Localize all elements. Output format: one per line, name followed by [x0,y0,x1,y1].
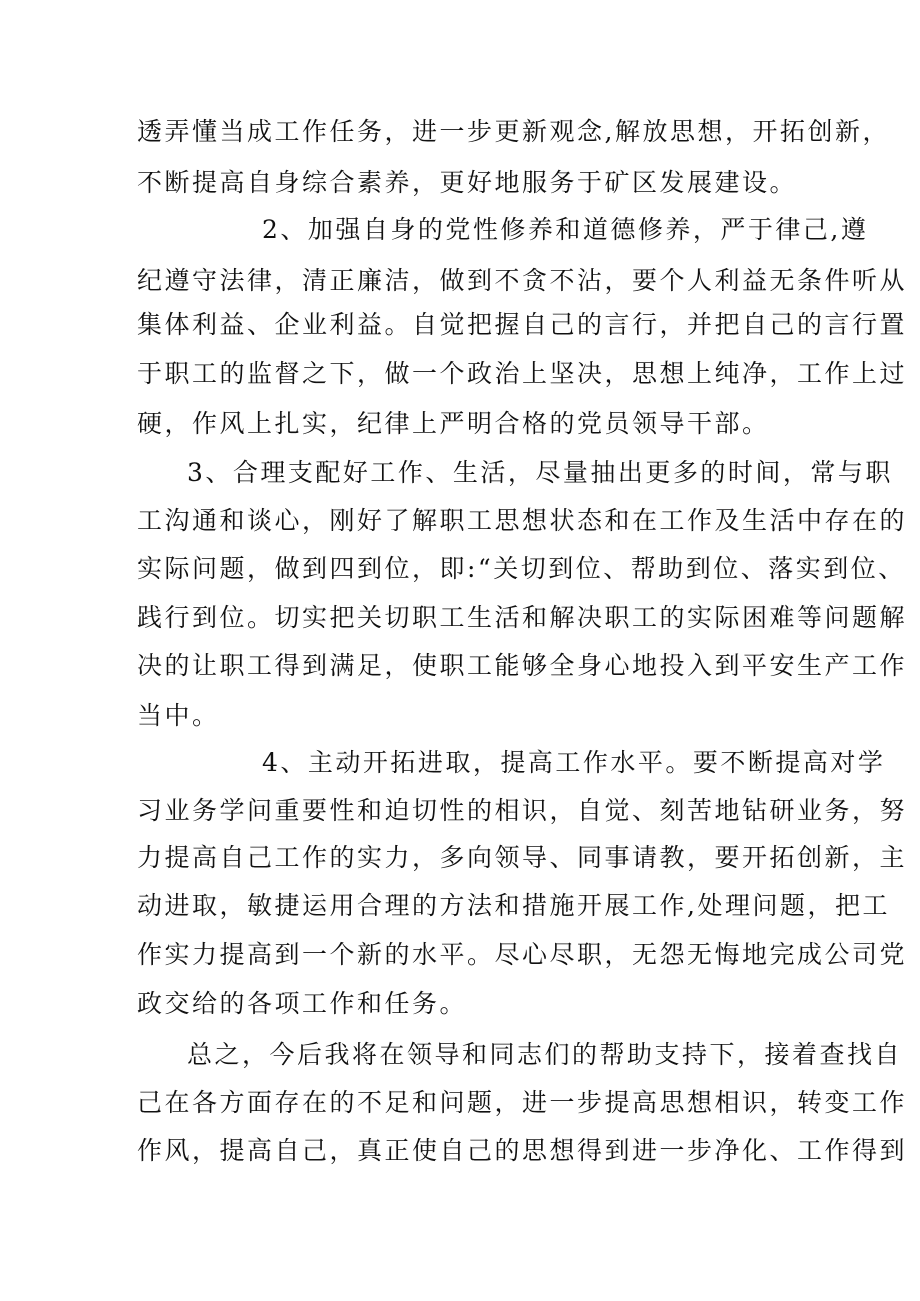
text-line: 当中。 [137,701,220,730]
text-line: 力提高自己工作的实力，多向领导、同事请教，要开拓创新，主 [137,843,908,872]
text-line: 实际问题，做到四到位，即:“关切到位、帮助到位、落实到位、 [137,554,906,583]
text-line: 2、加强自身的党性修养和道德修养，严于律己,遵 [262,215,869,244]
text-line: 硬，作风上扎实，纪律上严明合格的党员领导干部。 [137,409,770,438]
text-line: 习业务学问重要性和迫切性的相识，自觉、刻苦地钻研业务，努 [137,796,908,825]
text-line: 作风，提高自己，真正使自己的思想得到进一步净化、工作得到 [137,1136,908,1165]
text-line: 践行到位。切实把关切职工生活和解决职工的实际困难等问题解 [137,603,908,632]
text-line: 于职工的监督之下，做一个政治上坚决，思想上纯净，工作上过 [137,359,908,388]
text-line: 政交给的各项工作和任务。 [137,989,468,1018]
text-line: 纪遵守法律，清正廉洁，做到不贪不沾，要个人利益无条件听从 [137,266,908,295]
text-line: 4、主动开拓进取，提高工作水平。要不断提高对学 [262,748,886,777]
text-line: 透弄懂当成工作任务，进一步更新观念,解放思想，开拓创新， [137,117,890,146]
text-line: 决的让职工得到满足，使职工能够全身心地投入到平安生产工作 [137,651,908,680]
text-line: 总之，今后我将在领导和同志们的帮助支持下，接着查找自 [187,1040,903,1069]
text-line: 不断提高自身综合素养，更好地服务于矿区发展建设。 [137,168,798,197]
text-line: 作实力提高到一个新的水平。尽心尽职，无怨无悔地完成公司党 [137,940,908,969]
text-line: 工沟通和谈心，刚好了解职工思想状态和在工作及生活中存在的 [137,506,908,535]
text-line: 己在各方面存在的不足和问题，进一步提高思想相识，转变工作 [137,1088,908,1117]
text-line: 集体利益、企业利益。自觉把握自己的言行，并把自己的言行置 [137,310,908,339]
text-line: 3、合理支配好工作、生活，尽量抽出更多的时间，常与职 [187,458,893,487]
text-line: 动进取，敏捷运用合理的方法和措施开展工作,处理问题，把工 [137,891,890,920]
